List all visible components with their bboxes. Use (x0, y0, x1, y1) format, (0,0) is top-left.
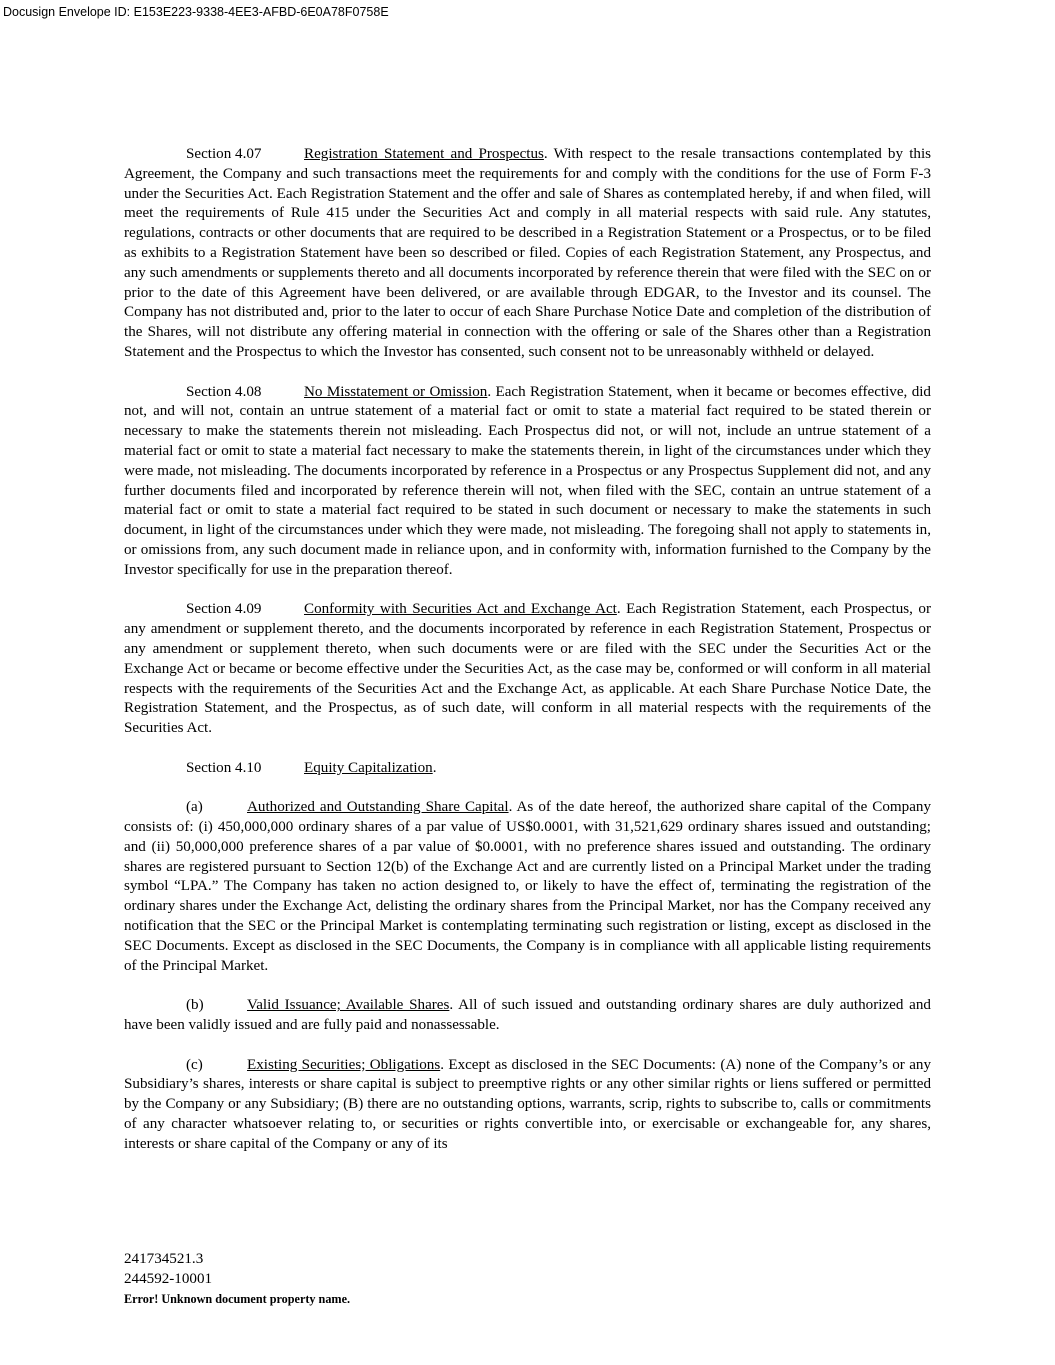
subsection-heading: Valid Issuance; Available Shares (247, 997, 450, 1014)
section-heading: Equity Capitalization (304, 759, 433, 776)
subsection-number: (c) (186, 1056, 203, 1073)
docusign-envelope-id: Docusign Envelope ID: E153E223-9338-4EE3-AFBD-6E0A78F0758E (3, 5, 389, 19)
subsection-text: . All of such issued and outstanding ordinary shares are duly authorized and have been validly issued and are fully paid and nonassessable. (124, 997, 931, 1034)
subsection-text: . Except as disclosed in the SEC Documents: (A) none of the Company’s or any Subsidiary’s shares, interests or share capital is subject to preemptive rights or any other similar rights or liens suffered or permitted by the Company or any Subsidiary; (B) there are no outstanding options, warrants, scrip, rights to subscribe to, calls or commitments of any character whatsoever relating to, or securities or rights convertible into, or exercisable or exchangeable for, any shares, interests or share capital of the Company or any of its (124, 1056, 931, 1152)
section-4-09 (124, 600, 931, 739)
section-text: . Each Registration Statement, when it became or becomes effective, did not, and will not, contain an untrue statement of a material fact or omit to state a material fact required to be stated therein or necessary to make the statements therein not misleading. Each Prospectus did not, or will not, include an untrue statement of a material fact or omit to state a material fact necessary to make the statements therein, in light of the circumstances under which they were made, not misleading. The documents incorporated by reference in a Prospectus or any Prospectus Supplement did not, and any further documents filed and incorporated by reference therein will not, when filed with the SEC, contain an untrue statement of a material fact or omit to state a material fact required to be stated in such document or necessary to make the statements in such document, in light of the circumstances under which they were made, not misleading. The foregoing shall not apply to statements in, or omissions from, any such document made in reliance upon, and in conformity with, information furnished to the Company by the Investor specifically for use in the preparation thereof. (124, 383, 931, 578)
subsection-heading: Existing Securities; Obligations (247, 1056, 441, 1073)
subsection-heading: Authorized and Outstanding Share Capital (247, 799, 509, 816)
section-number: Section 4.08 (186, 383, 262, 400)
document-body (124, 145, 931, 1174)
section-number: Section 4.10 (186, 759, 262, 776)
page-footer (124, 1250, 350, 1308)
subsection-a (124, 798, 931, 976)
section-text: . (432, 759, 437, 776)
subsection-c (124, 1056, 931, 1155)
section-number: Section 4.09 (186, 601, 262, 618)
section-heading: No Misstatement or Omission (304, 383, 488, 400)
document-number: 241734521.3 (124, 1251, 204, 1267)
section-heading: Conformity with Securities Act and Exchange Act (304, 601, 617, 618)
section-4-08 (124, 383, 931, 581)
section-text: . With respect to the resale transactions contemplated by this Agreement, the Company and such transactions meet the requirements for and comply with the conditions for the use of Form F-3 under the Securities Act. Each Registration Statement and the offer and sale of Shares as contemplated hereby, if and when filed, will meet the requirements of Rule 415 under the Securities Act and comply in all material respects with said rule. Any statutes, regulations, contracts or other documents that are required to be described in a Registration Statement or a Prospectus, or to be filed as exhibits to a Registration Statement have been so described or filed. Copies of each Registration Statement, any Prospectus, and any such amendments or supplements thereto and all documents incorporated by reference therein that were filed with the SEC on or prior to the date of this Agreement have been delivered, or are available through EDGAR, to the Investor and its counsel. The Company has not distributed and, prior to the later to occur of each Share Purchase Notice Date and completion of the distribution of the Shares, will not distribute any offering material in connection with the offering or sale of the Shares other than a Registration Statement and the Prospectus to which the Investor has consented, such consent not to be unreasonably withheld or delayed. (124, 146, 932, 360)
property-error-text: Error! Unknown document property name. (124, 1291, 351, 1306)
subsection-text: . As of the date hereof, the authorized share capital of the Company consists of: (i) 450,000,000 ordinary shares of a par value of US$0.0001, with 31,521,629 ordinary shares issued and outstanding; and (ii) 50,000,000 preference shares of a par value of $0.0001, with no preference shares issued and outstanding. The ordinary shares are registered pursuant to Section 12(b) of the Exchange Act and are currently listed on a Principal Market under the trading symbol “LPA.” The Company has taken no action designed to, or likely to have the effect of, terminating the registration of the ordinary shares under the Exchange Act, delisting the ordinary shares from the Principal Market, nor has the Company received any notification that the SEC or the Principal Market is contemplating terminating such registration or listing, except as disclosed in the SEC Documents. Except as disclosed in the SEC Documents, the Company is in compliance with all applicable listing requirements of the Principal Market. (124, 799, 931, 974)
subsection-number: (a) (186, 799, 203, 816)
section-number: Section 4.07 (186, 146, 262, 162)
section-4-10 (124, 759, 931, 779)
section-4-07 (124, 145, 931, 363)
matter-number: 244592-10001 (124, 1270, 213, 1287)
subsection-b (124, 996, 931, 1036)
section-heading: Registration Statement and Prospectus (304, 146, 544, 162)
section-text: . Each Registration Statement, each Prospectus, or any amendment or supplement thereto, and the documents incorporated by reference in each Registration Statement, Prospectus or any amendment or supplement thereto, when such documents were or are filed with the SEC under the Securities Act or the Exchange Act or became or become effective under the Securities Act, as the case may be, conformed or will conform in all material respects with the requirements of the Securities Act and the Exchange Act, as applicable. At each Share Purchase Notice Date, the Registration Statement, and the Prospectus, as of such date, will conform in all material respects with the requirements of the Securities Act. (124, 601, 931, 737)
subsection-number: (b) (186, 997, 204, 1014)
